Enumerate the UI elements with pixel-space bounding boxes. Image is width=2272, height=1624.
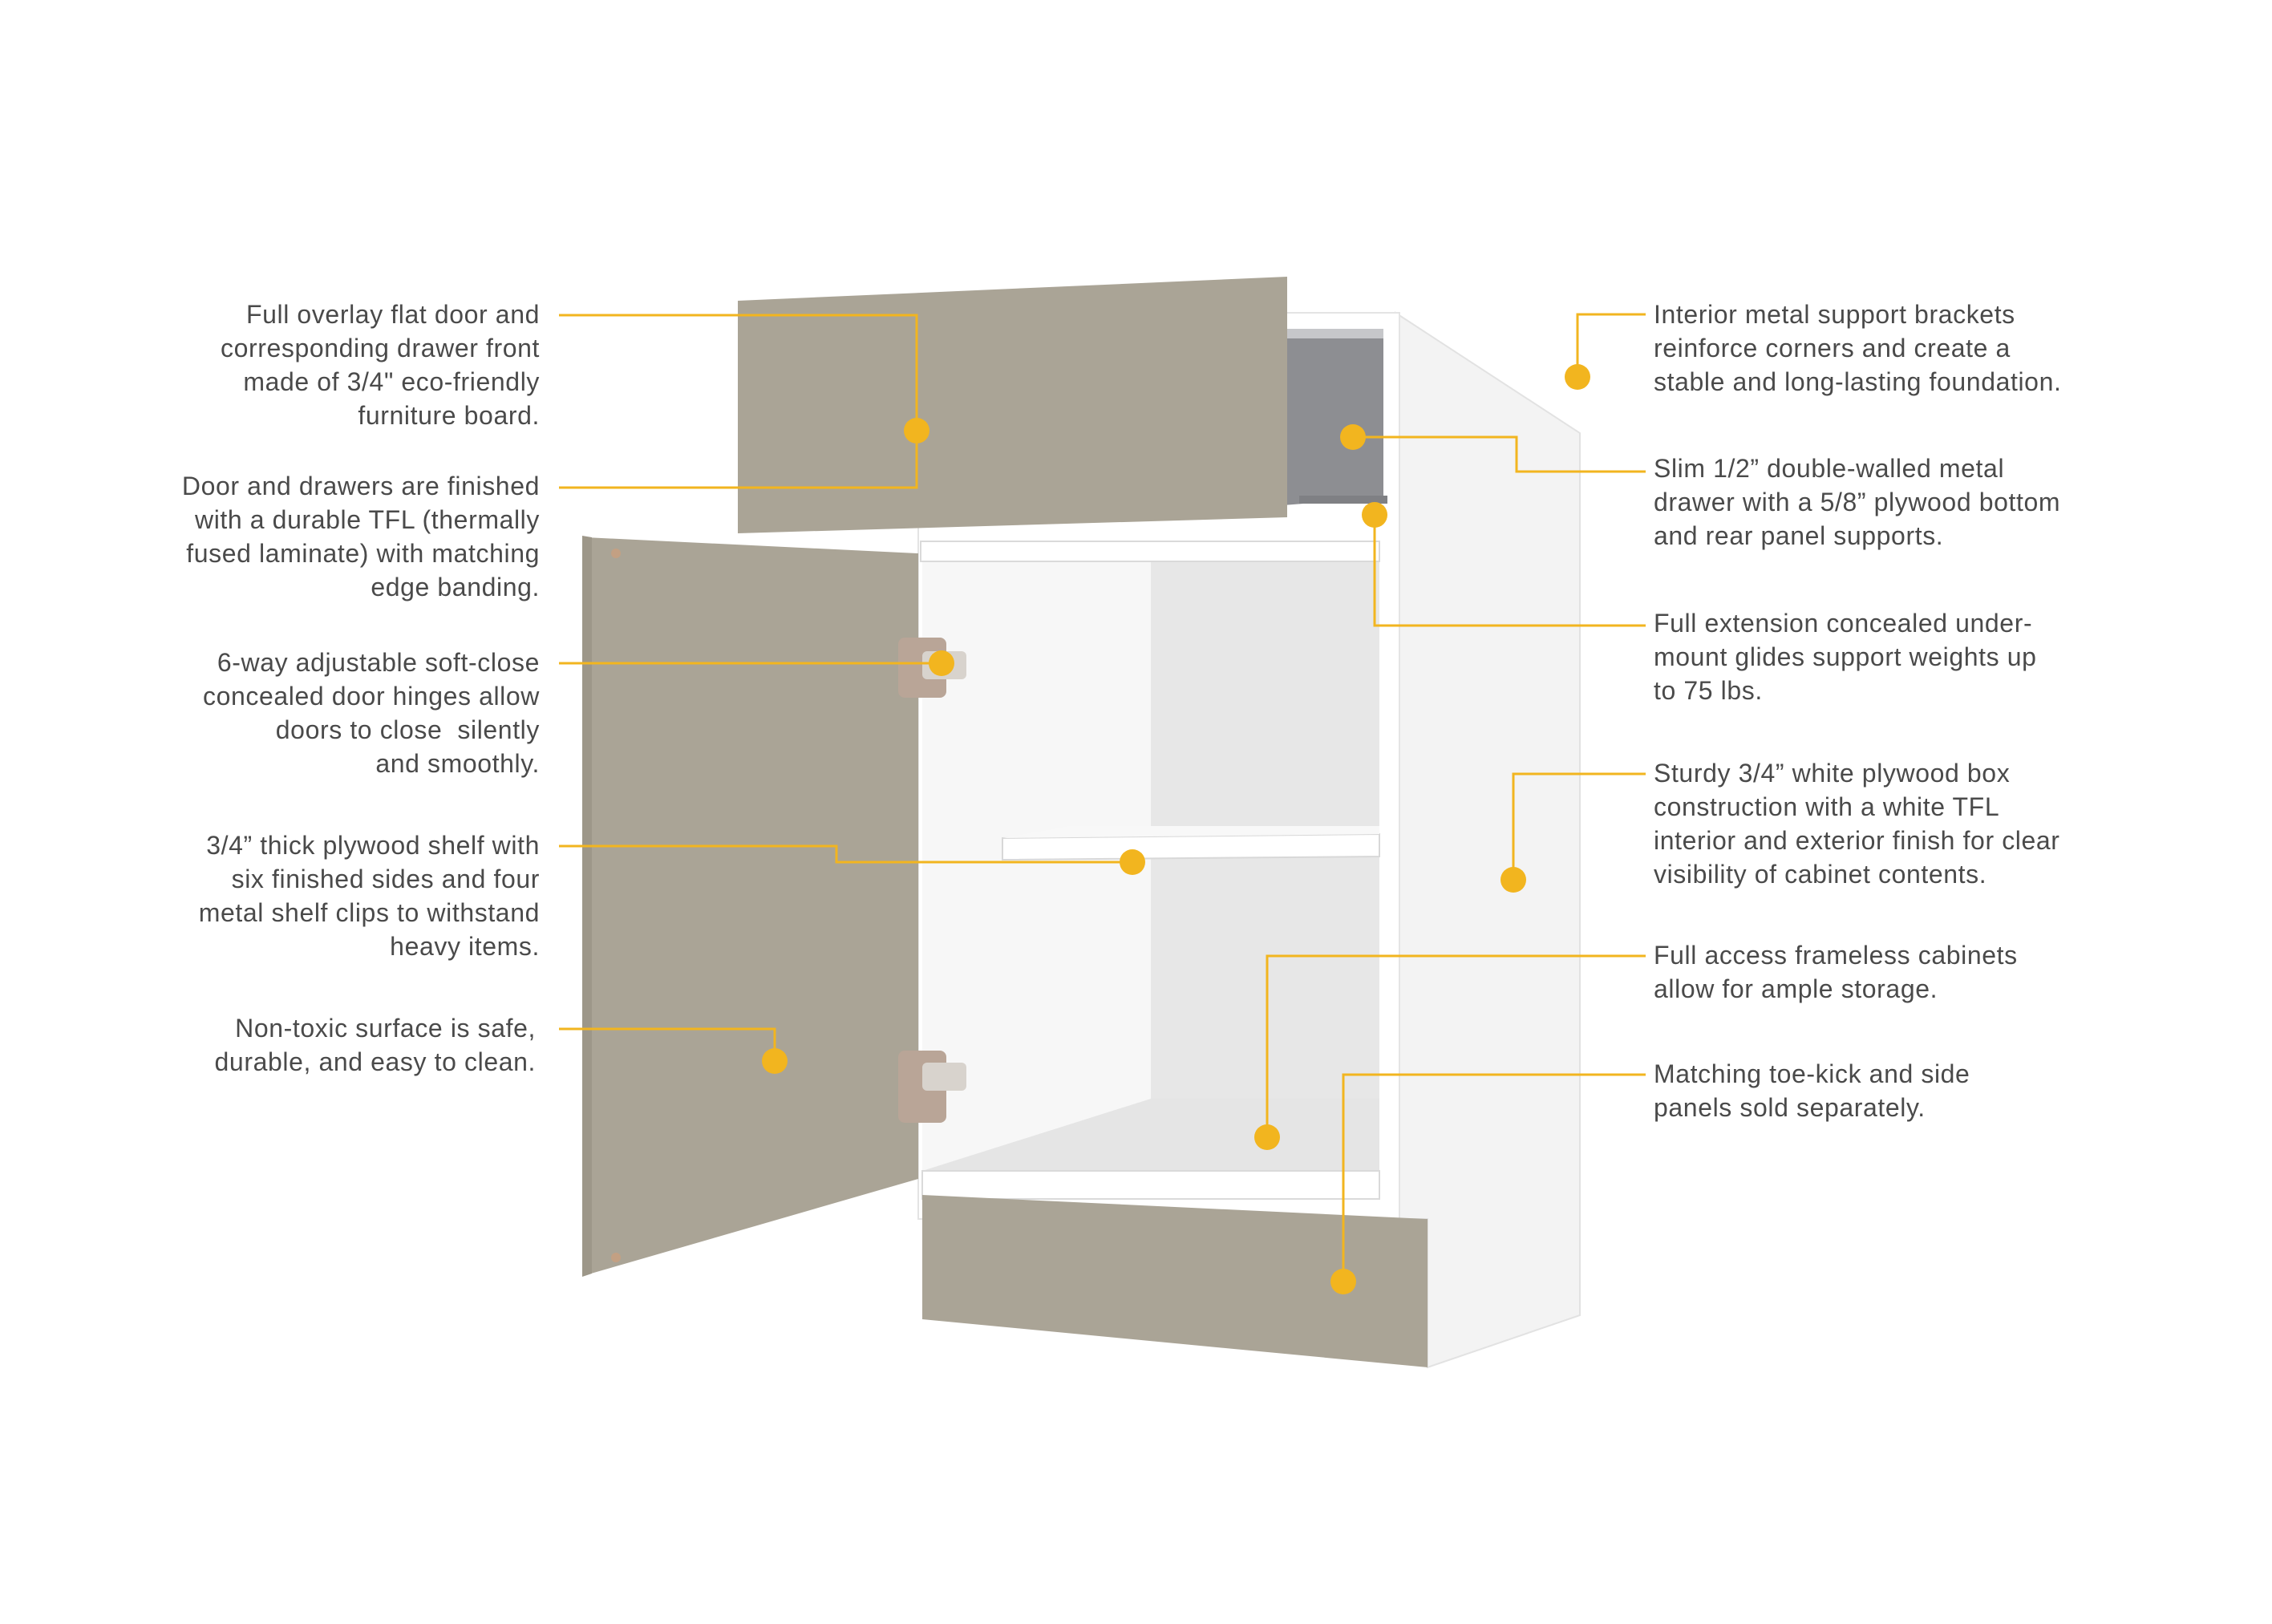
door-screw-top <box>611 549 621 558</box>
callout-line: allow for ample storage. <box>1654 974 1938 1003</box>
callout-line: heavy items. <box>390 932 540 961</box>
callout-drawer <box>1654 452 2060 553</box>
callout-line: to 75 lbs. <box>1654 676 1763 705</box>
callout-toe-kick <box>1654 1057 1970 1124</box>
callout-dot <box>1500 867 1526 893</box>
callout-line: Door and drawers are finished <box>181 472 540 500</box>
callout-line: corresponding drawer front <box>220 334 540 362</box>
callout-line: visibility of cabinet contents. <box>1654 860 1987 889</box>
callout-line: stable and long-lasting foundation. <box>1654 367 2062 396</box>
callout-line: mount glides support weights up <box>1654 642 2037 671</box>
metal-drawer-box <box>1283 329 1383 505</box>
callout-line: doors to close silently <box>275 715 540 744</box>
callout-glides <box>1654 606 2037 707</box>
callout-line: and smoothly. <box>375 749 540 778</box>
leader-line-brackets <box>1577 314 1646 377</box>
callout-line: reinforce corners and create a <box>1654 334 2011 362</box>
callout-line: Sturdy 3/4” white plywood box <box>1654 759 2011 788</box>
callout-frameless <box>1654 938 2018 1006</box>
cabinet-illustration <box>582 277 1580 1367</box>
callout-line: 6-way adjustable soft-close <box>217 648 540 677</box>
callout-tfl-finish <box>182 469 540 604</box>
callout-line: drawer with a 5/8” plywood bottom <box>1654 488 2061 516</box>
callout-line: Matching toe-kick and side <box>1654 1059 1970 1088</box>
callout-dot <box>1254 1124 1280 1150</box>
callout-line: 3/4” thick plywood shelf with <box>206 831 540 860</box>
callout-line: Full access frameless cabinets <box>1654 941 2018 970</box>
callout-line: made of 3/4" eco-friendly <box>243 367 540 396</box>
callout-dot <box>1362 502 1387 528</box>
door-edge <box>582 536 592 1277</box>
callout-hinges <box>203 646 540 780</box>
callout-line: edge banding. <box>371 573 540 601</box>
callout-line: Full overlay flat door and <box>245 300 540 329</box>
callout-line: panels sold separately. <box>1654 1093 1926 1122</box>
cabinet-door <box>585 537 918 1275</box>
callout-surface <box>215 1011 536 1079</box>
callout-box <box>1654 756 2060 891</box>
cabinet-interior-back <box>1151 561 1379 1167</box>
callout-dot <box>929 650 954 676</box>
callout-line: Non-toxic surface is safe, <box>235 1014 536 1043</box>
callout-line: construction with a white TFL <box>1654 792 2000 821</box>
callout-dot <box>762 1048 788 1074</box>
cabinet-bottom-rail <box>922 1171 1379 1199</box>
callout-line: fused laminate) with matching <box>186 539 540 568</box>
callout-dot <box>1120 849 1145 875</box>
callout-line: with a durable TFL (thermally <box>194 505 540 534</box>
callout-dot <box>904 418 929 443</box>
cabinet-interior-left-wall <box>922 541 1151 1195</box>
door-screw-bottom <box>611 1253 621 1262</box>
callout-line: interior and exterior finish for clear <box>1654 826 2060 855</box>
callout-line: concealed door hinges allow <box>202 682 540 711</box>
callout-line: Full extension concealed under- <box>1654 609 2033 638</box>
metal-drawer-edge <box>1283 329 1383 338</box>
callout-line: furniture board. <box>358 401 540 430</box>
callout-brackets <box>1654 298 2061 399</box>
adjustable-shelf <box>1002 834 1379 860</box>
callout-dot <box>1565 364 1590 390</box>
top-shelf-rail <box>921 541 1379 561</box>
callout-shelf <box>199 828 540 963</box>
callout-line: six finished sides and four <box>231 865 540 893</box>
callout-line: Interior metal support brackets <box>1654 300 2015 329</box>
callout-line: and rear panel supports. <box>1654 521 1944 550</box>
callout-line: metal shelf clips to withstand <box>198 898 540 927</box>
callout-line: Slim 1/2” double-walled metal <box>1654 454 2005 483</box>
callout-door-front <box>221 298 540 432</box>
callout-line: durable, and easy to clean. <box>214 1047 536 1076</box>
callout-dot <box>1340 424 1366 450</box>
callout-dot <box>1330 1269 1356 1294</box>
